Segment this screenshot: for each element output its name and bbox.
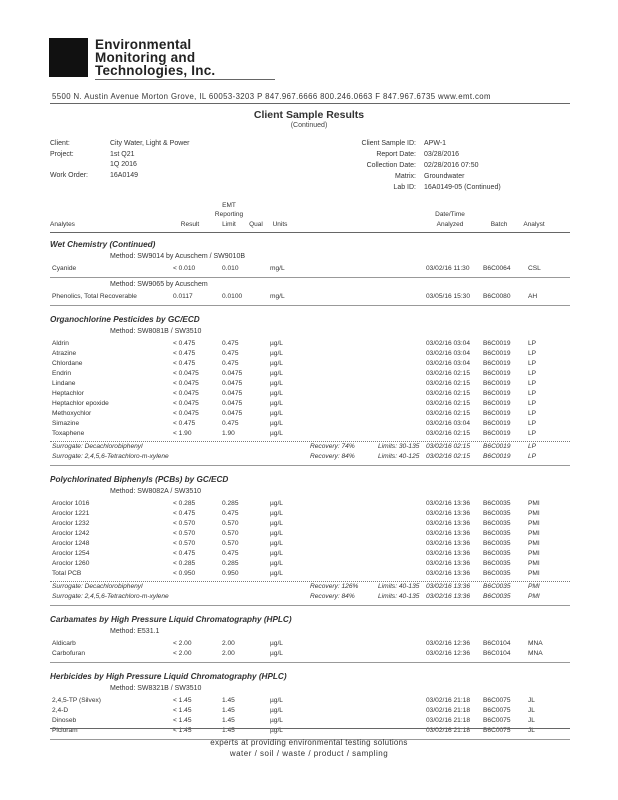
analyte-name: Carbofuran <box>52 650 85 657</box>
analyzed-datetime: 03/02/16 12:36 <box>426 650 470 657</box>
col-batch: Batch <box>490 221 508 228</box>
batch-id: B6C0019 <box>483 390 511 397</box>
info-label: Lab ID: <box>393 184 416 191</box>
analyst-initials: JL <box>528 707 535 714</box>
table-row <box>0 640 618 650</box>
reporting-limit: 1.90 <box>222 430 235 437</box>
batch-id: B6C0019 <box>483 340 511 347</box>
units: µg/L <box>270 540 283 547</box>
result-value: < 0.570 <box>173 520 196 527</box>
reporting-limit: 0.475 <box>222 550 239 557</box>
units: µg/L <box>270 400 283 407</box>
info-label: Client: <box>50 140 70 147</box>
batch-id: B6C0035 <box>483 550 511 557</box>
units: µg/L <box>270 390 283 397</box>
units: µg/L <box>270 640 283 647</box>
analyzed-datetime: 03/02/16 02:15 <box>426 410 470 417</box>
info-value: Groundwater <box>424 173 465 180</box>
result-value: < 0.950 <box>173 570 196 577</box>
units: µg/L <box>270 420 283 427</box>
footer-services: water / soil / waste / product / sampling <box>229 749 389 758</box>
report-subtitle: (Continued) <box>290 122 328 129</box>
company-name-line3: Technologies, Inc. <box>95 63 216 78</box>
units: µg/L <box>270 360 283 367</box>
batch-id: B6C0019 <box>483 360 511 367</box>
table-row <box>0 400 618 410</box>
batch-id: B6C0075 <box>483 727 511 734</box>
table-row <box>0 697 618 707</box>
analyzed-datetime: 03/02/16 13:36 <box>426 520 470 527</box>
analyst-initials: MNA <box>528 640 543 647</box>
analyzed-datetime: 03/02/16 03:04 <box>426 350 470 357</box>
table-row <box>0 510 618 520</box>
units: µg/L <box>270 410 283 417</box>
analyst-initials: PMI <box>528 540 540 547</box>
analyst-initials: LP <box>528 350 537 357</box>
units: µg/L <box>270 697 283 704</box>
method-label: Method: SW8081B / SW3510 <box>110 328 202 335</box>
analyte-name: Endrin <box>52 370 72 377</box>
analyte-name: Toxaphene <box>52 430 85 437</box>
analyte-name: Heptachlor <box>52 390 84 397</box>
batch-id: B6C0019 <box>483 350 511 357</box>
units: µg/L <box>270 530 283 537</box>
units: µg/L <box>270 560 283 567</box>
analyzed-datetime: 03/02/16 02:15 <box>426 443 470 450</box>
batch-id: B6C0019 <box>483 420 511 427</box>
table-row <box>0 380 618 390</box>
units: µg/L <box>270 727 283 734</box>
analyzed-datetime: 03/02/16 13:36 <box>426 570 470 577</box>
reporting-limit: 0.475 <box>222 510 239 517</box>
analyte-name: 2,4-D <box>52 707 69 714</box>
result-value: < 1.45 <box>173 727 192 734</box>
reporting-limit: 0.010 <box>222 265 239 272</box>
footer-tagline: experts at providing environmental testing solutions <box>210 738 408 747</box>
batch-id: B6C0075 <box>483 707 511 714</box>
reporting-limit: 0.0100 <box>222 293 243 300</box>
units: mg/L <box>270 265 285 272</box>
units: µg/L <box>270 550 283 557</box>
analyst-initials: PMI <box>528 593 540 600</box>
reporting-limit: 0.570 <box>222 520 239 527</box>
batch-id: B6C0035 <box>483 593 511 600</box>
units: µg/L <box>270 430 283 437</box>
analyzed-datetime: 03/02/16 13:36 <box>426 540 470 547</box>
table-row <box>0 530 618 540</box>
table-row <box>0 350 618 360</box>
analyzed-datetime: 03/02/16 21:18 <box>426 707 470 714</box>
info-label: Report Date: <box>376 151 416 158</box>
info-value: City Water, Light & Power <box>110 140 190 147</box>
analyte-name: Heptachlor epoxide <box>52 400 109 407</box>
analyte-name: Aroclor 1221 <box>52 510 90 517</box>
analyte-name: Picloram <box>52 727 78 734</box>
reporting-limit: 0.475 <box>222 340 239 347</box>
units: µg/L <box>270 500 283 507</box>
info-label: Collection Date: <box>366 162 416 169</box>
section-title: Wet Chemistry (Continued) <box>50 240 156 249</box>
result-value: < 1.90 <box>173 430 192 437</box>
result-value: < 1.45 <box>173 697 192 704</box>
analyzed-datetime: 03/05/16 15:30 <box>426 293 470 300</box>
reporting-limit: 0.475 <box>222 360 239 367</box>
info-label: Matrix: <box>395 173 416 180</box>
reporting-limit: 0.285 <box>222 500 239 507</box>
analyte-name: Aldrin <box>52 340 69 347</box>
footer-rule <box>50 728 570 729</box>
analyte-name: Aroclor 1242 <box>52 530 90 537</box>
table-row <box>0 500 618 510</box>
batch-id: B6C0104 <box>483 640 511 647</box>
info-value: 1st Q21 <box>110 151 135 158</box>
table-row <box>0 717 618 727</box>
result-value: < 0.285 <box>173 500 196 507</box>
surrogate-recovery: Recovery: 74% <box>310 443 355 450</box>
reporting-limit: 0.0475 <box>222 390 243 397</box>
result-value: < 0.570 <box>173 540 196 547</box>
analyst-initials: LP <box>528 420 537 427</box>
surrogate-row <box>0 453 618 463</box>
result-value: < 0.570 <box>173 530 196 537</box>
batch-id: B6C0035 <box>483 500 511 507</box>
result-value: < 0.0475 <box>173 380 199 387</box>
analyst-initials: PMI <box>528 510 540 517</box>
analyst-initials: LP <box>528 390 537 397</box>
units: µg/L <box>270 717 283 724</box>
result-value: < 0.0475 <box>173 390 199 397</box>
table-row <box>0 390 618 400</box>
analyst-initials: LP <box>528 410 537 417</box>
reporting-limit: 0.0475 <box>222 400 243 407</box>
analyst-initials: PMI <box>528 560 540 567</box>
analyzed-datetime: 03/02/16 13:36 <box>426 560 470 567</box>
analyzed-datetime: 03/02/16 02:15 <box>426 453 470 460</box>
analyte-name: Aldicarb <box>52 640 76 647</box>
method-label: Method: E531.1 <box>110 628 160 635</box>
analyzed-datetime: 03/02/16 13:36 <box>426 593 470 600</box>
company-logo-mark <box>49 38 88 77</box>
batch-id: B6C0019 <box>483 453 511 460</box>
method-label: Method: SW9065 by Acuschem <box>110 281 208 288</box>
section-title: Carbamates by High Pressure Liquid Chromatography (HPLC) <box>50 615 292 624</box>
reporting-limit: 0.570 <box>222 530 239 537</box>
analyte-name: Aroclor 1232 <box>52 520 90 527</box>
col-reporting: Reporting <box>214 211 244 218</box>
col-analyzed: Analyzed <box>436 221 464 228</box>
reporting-limit: 1.45 <box>222 697 235 704</box>
surrogate-name: Surrogate: Decachlorobiphenyl <box>52 443 143 450</box>
surrogate-divider <box>50 581 570 582</box>
table-row <box>0 650 618 660</box>
company-name-line2: Monitoring and <box>95 50 196 65</box>
batch-id: B6C0075 <box>483 717 511 724</box>
table-row <box>0 707 618 717</box>
analyte-name: Dinoseb <box>52 717 77 724</box>
batch-id: B6C0035 <box>483 583 511 590</box>
analyte-name: Cyanide <box>52 265 77 272</box>
analyst-initials: PMI <box>528 520 540 527</box>
surrogate-divider <box>50 441 570 442</box>
col-analytes: Analytes <box>50 221 75 228</box>
reporting-limit: 0.0475 <box>222 370 243 377</box>
analyzed-datetime: 03/02/16 02:15 <box>426 380 470 387</box>
report-title: Client Sample Results <box>253 109 365 121</box>
surrogate-recovery: Recovery: 84% <box>310 453 355 460</box>
info-value: 1Q 2016 <box>110 161 137 168</box>
result-value: < 0.475 <box>173 340 196 347</box>
block-divider <box>50 305 570 306</box>
units: µg/L <box>270 380 283 387</box>
analyst-initials: PMI <box>528 530 540 537</box>
section-title: Polychlorinated Biphenyls (PCBs) by GC/ECD <box>50 475 229 484</box>
analyzed-datetime: 03/02/16 11:30 <box>426 265 470 272</box>
table-row <box>0 360 618 370</box>
result-value: < 0.475 <box>173 350 196 357</box>
batch-id: B6C0019 <box>483 443 511 450</box>
analyte-name: Atrazine <box>52 350 77 357</box>
company-address: 5500 N. Austin Avenue Morton Grove, IL 60053-3203 P 847.967.6666 800.246.0663 F 847.967.6735 www.emt.com <box>52 92 491 101</box>
analyzed-datetime: 03/02/16 03:04 <box>426 360 470 367</box>
col-datetime: Date/Time <box>435 211 465 218</box>
analyst-initials: AH <box>528 293 538 300</box>
result-value: < 0.0475 <box>173 370 199 377</box>
result-value: < 1.45 <box>173 717 192 724</box>
batch-id: B6C0035 <box>483 560 511 567</box>
table-row <box>0 370 618 380</box>
analyst-initials: LP <box>528 453 537 460</box>
table-row <box>0 550 618 560</box>
info-value: 02/28/2016 07:50 <box>424 162 479 169</box>
block-divider <box>50 605 570 606</box>
batch-id: B6C0064 <box>483 265 511 272</box>
analyst-initials: LP <box>528 400 537 407</box>
surrogate-recovery: Recovery: 84% <box>310 593 355 600</box>
result-value: < 0.475 <box>173 360 196 367</box>
units: µg/L <box>270 707 283 714</box>
table-row <box>0 410 618 420</box>
col-limit: Limit <box>222 221 236 228</box>
analyst-initials: LP <box>528 360 537 367</box>
units: mg/L <box>270 293 285 300</box>
reporting-limit: 2.00 <box>222 640 235 647</box>
batch-id: B6C0019 <box>483 400 511 407</box>
header-rule-short <box>95 79 275 80</box>
analyst-initials: LP <box>528 340 537 347</box>
header-rule <box>50 103 570 104</box>
analyte-name: Aroclor 1254 <box>52 550 90 557</box>
analyzed-datetime: 03/02/16 13:36 <box>426 500 470 507</box>
column-header-rule <box>50 232 570 233</box>
analyzed-datetime: 03/02/16 21:18 <box>426 717 470 724</box>
units: µg/L <box>270 570 283 577</box>
analyte-name: Aroclor 1260 <box>52 560 90 567</box>
result-value: < 0.285 <box>173 560 196 567</box>
analyzed-datetime: 03/02/16 13:36 <box>426 550 470 557</box>
block-divider <box>50 277 570 278</box>
analyte-name: Methoxychlor <box>52 410 92 417</box>
info-label: Client Sample ID: <box>361 140 416 147</box>
analyst-initials: PMI <box>528 570 540 577</box>
units: µg/L <box>270 510 283 517</box>
result-value: < 2.00 <box>173 640 192 647</box>
analyzed-datetime: 03/02/16 21:18 <box>426 727 470 734</box>
info-value: 03/28/2016 <box>424 151 460 158</box>
analyst-initials: JL <box>528 727 535 734</box>
batch-id: B6C0019 <box>483 380 511 387</box>
analyzed-datetime: 03/02/16 12:36 <box>426 640 470 647</box>
col-emt: EMT <box>222 202 236 209</box>
analyst-initials: PMI <box>528 550 540 557</box>
batch-id: B6C0035 <box>483 570 511 577</box>
block-divider <box>50 465 570 466</box>
table-row <box>0 540 618 550</box>
info-label: Project: <box>50 151 74 158</box>
table-row <box>0 340 618 350</box>
info-label: Work Order: <box>50 172 88 179</box>
surrogate-name: Surrogate: 2,4,5,6-Tetrachloro-m-xylene <box>52 593 169 600</box>
block-divider <box>50 662 570 663</box>
analyst-initials: JL <box>528 697 535 704</box>
reporting-limit: 0.950 <box>222 570 239 577</box>
surrogate-name: Surrogate: Decachlorobiphenyl <box>52 583 143 590</box>
col-result: Result <box>180 221 200 228</box>
analyte-name: Lindane <box>52 380 76 387</box>
surrogate-limits: Limits: 40-135 <box>378 583 420 590</box>
analyst-initials: MNA <box>528 650 543 657</box>
units: µg/L <box>270 370 283 377</box>
analyzed-datetime: 03/02/16 03:04 <box>426 420 470 427</box>
table-row <box>0 560 618 570</box>
reporting-limit: 2.00 <box>222 650 235 657</box>
result-value: < 0.0475 <box>173 400 199 407</box>
batch-id: B6C0035 <box>483 520 511 527</box>
analyst-initials: JL <box>528 717 535 724</box>
analyte-name: Aroclor 1016 <box>52 500 90 507</box>
analyte-name: Aroclor 1248 <box>52 540 90 547</box>
analyzed-datetime: 03/02/16 21:18 <box>426 697 470 704</box>
section-title: Herbicides by High Pressure Liquid Chromatography (HPLC) <box>50 672 287 681</box>
method-label: Method: SW8082A / SW3510 <box>110 488 202 495</box>
analyzed-datetime: 03/02/16 02:15 <box>426 400 470 407</box>
surrogate-row <box>0 443 618 453</box>
reporting-limit: 0.570 <box>222 540 239 547</box>
info-value: 16A0149 <box>110 172 139 179</box>
analyte-name: Chlordane <box>52 360 83 367</box>
surrogate-row <box>0 593 618 603</box>
col-qual: Qual <box>249 221 263 228</box>
analyzed-datetime: 03/02/16 02:15 <box>426 390 470 397</box>
result-value: < 1.45 <box>173 707 192 714</box>
col-analyst: Analyst <box>523 221 545 228</box>
analyst-initials: LP <box>528 370 537 377</box>
batch-id: B6C0075 <box>483 697 511 704</box>
reporting-limit: 1.45 <box>222 707 235 714</box>
analyzed-datetime: 03/02/16 13:36 <box>426 583 470 590</box>
analyst-initials: PMI <box>528 583 540 590</box>
info-value: APW-1 <box>424 140 447 147</box>
analyte-name: Total PCB <box>52 570 82 577</box>
analyte-name: 2,4,5-TP (Silvex) <box>52 697 101 704</box>
analyzed-datetime: 03/02/16 13:36 <box>426 510 470 517</box>
table-row <box>0 293 618 303</box>
result-value: < 0.475 <box>173 550 196 557</box>
batch-id: B6C0035 <box>483 510 511 517</box>
analyzed-datetime: 03/02/16 13:36 <box>426 530 470 537</box>
batch-id: B6C0035 <box>483 540 511 547</box>
method-label: Method: SW9014 by Acuschem / SW9010B <box>110 253 246 260</box>
units: µg/L <box>270 520 283 527</box>
units: µg/L <box>270 650 283 657</box>
info-value: 16A0149-05 (Continued) <box>424 184 501 191</box>
company-name-line1: Environmental <box>95 37 192 52</box>
reporting-limit: 0.0475 <box>222 380 243 387</box>
analyst-initials: CSL <box>528 265 541 272</box>
batch-id: B6C0019 <box>483 430 511 437</box>
surrogate-limits: Limits: 40-125 <box>378 453 420 460</box>
surrogate-row <box>0 583 618 593</box>
analyzed-datetime: 03/02/16 02:15 <box>426 370 470 377</box>
units: µg/L <box>270 350 283 357</box>
table-row <box>0 430 618 440</box>
col-units: Units <box>272 221 288 228</box>
batch-id: B6C0035 <box>483 530 511 537</box>
units: µg/L <box>270 340 283 347</box>
reporting-limit: 0.475 <box>222 420 239 427</box>
reporting-limit: 1.45 <box>222 727 235 734</box>
table-row <box>0 570 618 580</box>
method-label: Method: SW8321B / SW3510 <box>110 685 202 692</box>
result-value: 0.0117 <box>173 293 193 300</box>
result-value: < 0.475 <box>173 420 196 427</box>
reporting-limit: 1.45 <box>222 717 235 724</box>
surrogate-limits: Limits: 30-135 <box>378 443 420 450</box>
analyst-initials: LP <box>528 443 537 450</box>
analyzed-datetime: 03/02/16 03:04 <box>426 340 470 347</box>
reporting-limit: 0.0475 <box>222 410 243 417</box>
batch-id: B6C0104 <box>483 650 511 657</box>
reporting-limit: 0.475 <box>222 350 239 357</box>
surrogate-limits: Limits: 40-135 <box>378 593 420 600</box>
batch-id: B6C0019 <box>483 370 511 377</box>
table-row <box>0 520 618 530</box>
table-row <box>0 420 618 430</box>
analyst-initials: PMI <box>528 500 540 507</box>
batch-id: B6C0019 <box>483 410 511 417</box>
analyzed-datetime: 03/02/16 02:15 <box>426 430 470 437</box>
section-title: Organochlorine Pesticides by GC/ECD <box>50 315 200 324</box>
surrogate-name: Surrogate: 2,4,5,6-Tetrachloro-m-xylene <box>52 453 169 460</box>
batch-id: B6C0080 <box>483 293 511 300</box>
result-value: < 0.475 <box>173 510 196 517</box>
reporting-limit: 0.285 <box>222 560 239 567</box>
analyte-name: Simazine <box>52 420 80 427</box>
result-value: < 2.00 <box>173 650 192 657</box>
analyst-initials: LP <box>528 380 537 387</box>
table-row <box>0 265 618 275</box>
surrogate-recovery: Recovery: 126% <box>310 583 359 590</box>
analyst-initials: LP <box>528 430 537 437</box>
analyte-name: Phenolics, Total Recoverable <box>52 293 137 300</box>
result-value: < 0.010 <box>173 265 196 272</box>
company-name <box>95 38 215 77</box>
result-value: < 0.0475 <box>173 410 199 417</box>
